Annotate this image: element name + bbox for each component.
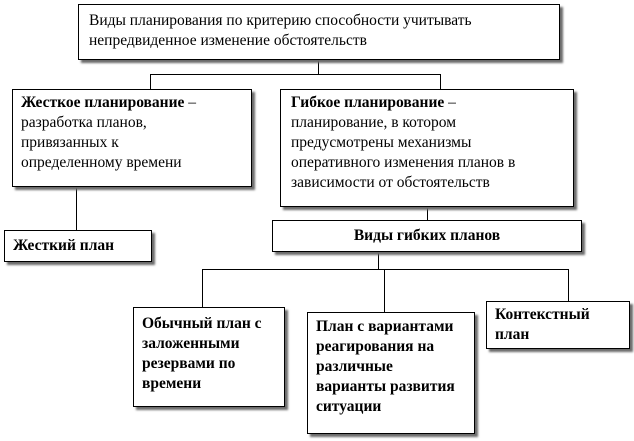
rigid-plan-box [4, 230, 152, 262]
root-line-1: Виды планирования по критерию способности учитывать [89, 12, 472, 29]
regular-plan-line: Обычный план с [142, 315, 262, 332]
context-plan-line: план [495, 326, 530, 343]
rigid-planning-dash: – [184, 94, 197, 111]
flexible-planning-dash: – [444, 94, 456, 111]
connector-root-down [318, 60, 319, 74]
rigid-planning-line: привязанных к [21, 134, 119, 151]
rigid-planning-term: Жесткое планирование [21, 94, 185, 111]
regular-plan-line: времени [142, 375, 202, 392]
connector-level1-horizontal [150, 74, 440, 75]
context-plan-line: Контекстный [495, 306, 590, 323]
flexible-plan-types-box [272, 220, 582, 252]
variants-plan-line: План с вариантами [316, 318, 454, 335]
flexible-planning-line: зависимости от обстоятельств [291, 174, 490, 191]
connector-to-context [568, 269, 569, 301]
connector-to-flexible [440, 74, 441, 89]
rigid-planning-line: определенному времени [21, 154, 182, 171]
rigid-plan-label: Жесткий план [13, 237, 115, 254]
connector-to-variants [384, 269, 385, 312]
variants-plan-box [307, 312, 475, 434]
connector-to-regular [202, 269, 203, 307]
rigid-planning-box [12, 89, 252, 187]
flexible-planning-line: предусмотрены механизмы [291, 134, 472, 151]
variants-plan-line: ситуации [316, 398, 382, 415]
context-plan-box [486, 301, 630, 349]
connector-rigid-to-plan [76, 187, 77, 230]
variants-plan-line: различные [316, 358, 393, 375]
flexible-planning-line: планирование, в котором [291, 114, 457, 131]
flexible-planning-term: Гибкое планирование [291, 94, 445, 111]
regular-plan-box [133, 307, 285, 407]
variants-plan-line: варианты развития [316, 378, 455, 395]
root-classification-box [78, 4, 560, 60]
connector-types-down [378, 252, 379, 269]
flexible-plan-types-label: Виды гибких планов [353, 227, 501, 244]
variants-plan-line: реагирования на [316, 338, 435, 355]
flexible-planning-box [280, 89, 574, 207]
flexible-planning-line: оперативного изменения планов в [291, 154, 516, 171]
connector-level3-horizontal [202, 269, 568, 270]
regular-plan-line: резервами по [142, 355, 236, 372]
regular-plan-line: заложенными [142, 335, 240, 352]
root-line-2: непредвиденное изменение обстоятельств [89, 32, 367, 49]
connector-flexible-to-types [427, 207, 428, 220]
connector-to-rigid [150, 74, 151, 89]
rigid-planning-line: разработка планов, [21, 114, 147, 131]
